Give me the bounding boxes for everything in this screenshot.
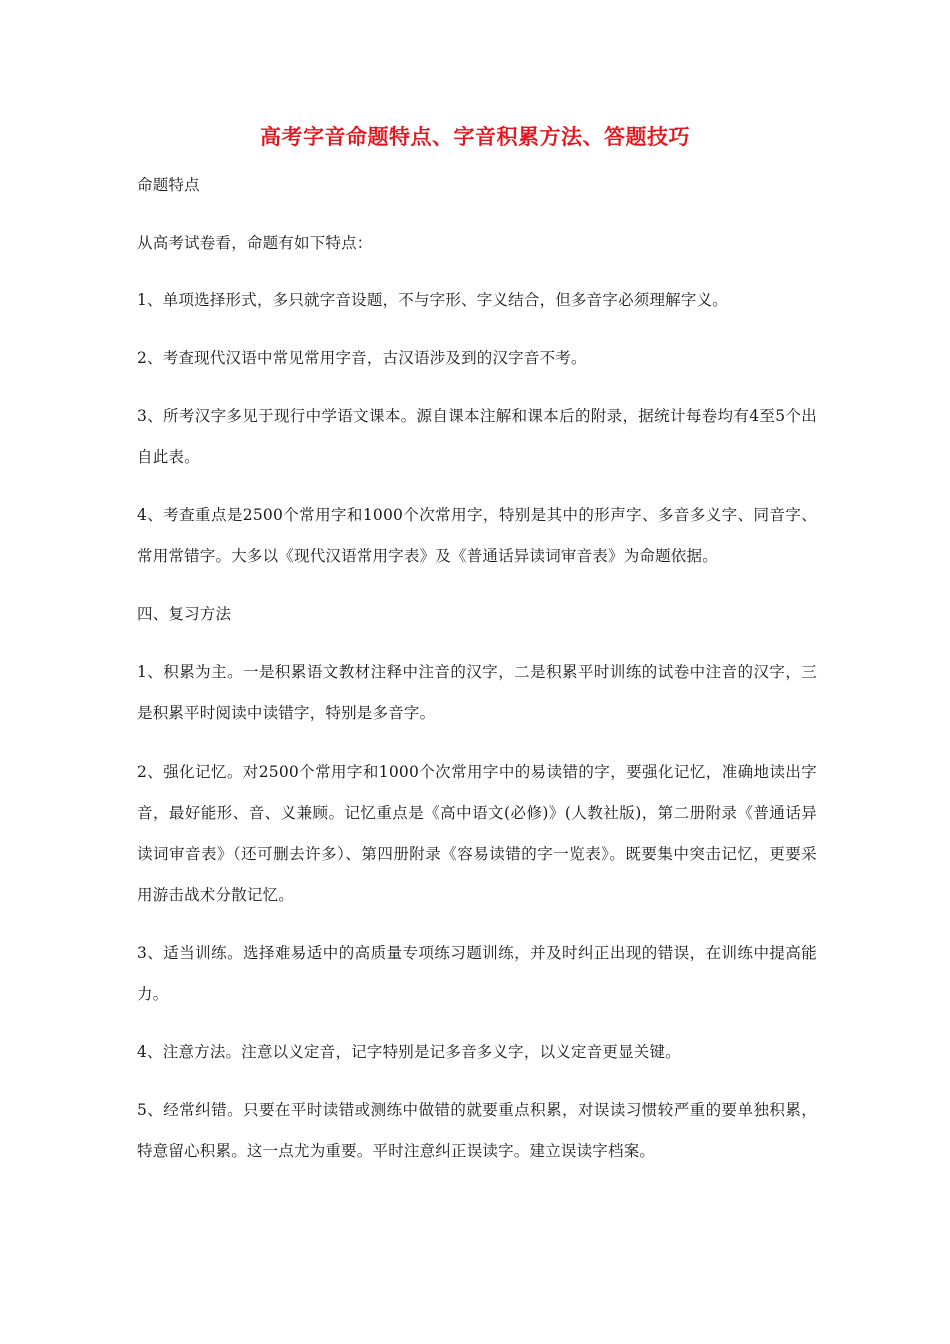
paragraph-method-2: 2、强化记忆。对2500个常用字和1000个次常用字中的易读错的字，要强化记忆，准确地读出字音，最好能形、音、义兼顾。记忆重点是《高中语文(必修)》(人教社版)，第二册附录《普通话异读词审音表》（还可删去许多）、第四册附录《容易读错的字一览表》。既要集中突击记忆，更要采用游击战术分散记忆。	[137, 763, 817, 904]
paragraph-method-5: 5、经常纠错。只要在平时读错或测练中做错的就要重点积累，对误读习惯较严重的要单独积累，特意留心积累。这一点尤为重要。平时注意纠正误读字。建立误读字档案。	[137, 1101, 817, 1160]
paragraph-feature-2: 2、考查现代汉语中常见常用字音，古汉语涉及到的汉字音不考。	[137, 349, 587, 367]
paragraph-feature-1: 1、单项选择形式，多只就字音设题，不与字形、字义结合，但多音字必须理解字义。	[137, 291, 728, 309]
paragraph-method-1: 1、积累为主。一是积累语文教材注释中注音的汉字，二是积累平时训练的试卷中注音的汉字，三是积累平时阅读中读错字，特别是多音字。	[137, 663, 817, 722]
paragraph-intro: 从高考试卷看，命题有如下特点：	[137, 234, 373, 252]
paragraph-feature-3: 3、所考汉字多见于现行中学语文课本。源自课本注解和课本后的附录，据统计每卷均有4至5个出自此表。	[137, 407, 817, 466]
document-title: 高考字音命题特点、字音积累方法、答题技巧	[260, 124, 690, 149]
section-heading-features: 命题特点	[137, 176, 200, 194]
paragraph-method-4: 4、注意方法。注意以义定音，记字特别是记多音多义字，以义定音更显关键。	[137, 1043, 681, 1061]
paragraph-method-3: 3、适当训练。选择难易适中的高质量专项练习题训练，并及时纠正出现的错误，在训练中提高能力。	[137, 944, 817, 1003]
paragraph-feature-4: 4、考查重点是2500个常用字和1000个次常用字，特别是其中的形声字、多音多义字、同音字、常用常错字。大多以《现代汉语常用字表》及《普通话异读词审音表》为命题依据。	[137, 506, 817, 565]
section-heading-review-methods: 四、复习方法	[137, 605, 232, 623]
